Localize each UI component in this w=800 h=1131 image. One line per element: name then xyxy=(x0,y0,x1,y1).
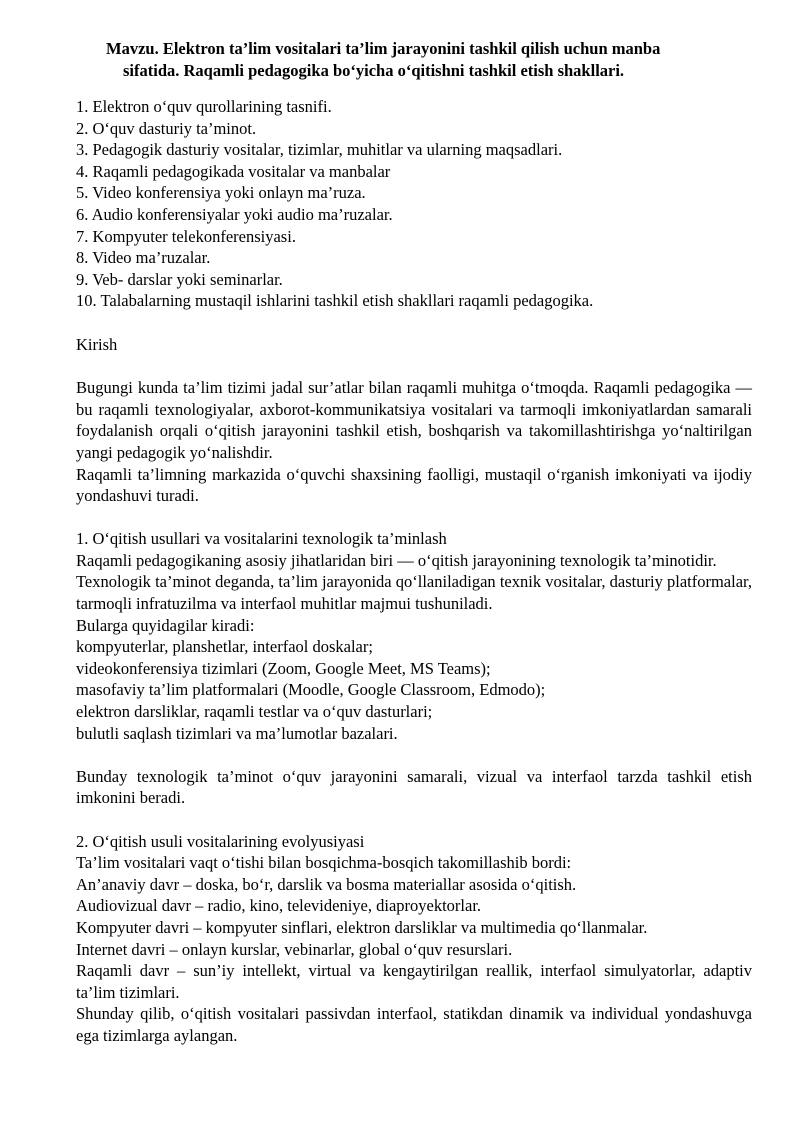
spacer xyxy=(76,744,752,766)
spacer xyxy=(76,809,752,831)
intro-heading: Kirish xyxy=(76,334,118,354)
section-1-list-item: masofaviy ta’lim platformalari (Moodle, Google Classroom, Edmodo); xyxy=(76,680,546,700)
section-1-list-item: kompyuterlar, planshetlar, interfaol doskalar; xyxy=(76,637,373,657)
title-line-1: Mavzu. Elektron ta’lim vositalari ta’lim jarayonini tashkil qilish uchun manba xyxy=(106,39,661,58)
section-1-heading: 1. O‘qitish usullari va vositalarini texnologik ta’minlash xyxy=(76,529,447,549)
section-1-list-item: elektron darsliklar, raqamli testlar va o‘quv dasturlari; xyxy=(76,702,433,722)
section-2-conclusion: Shunday qilib, o‘qitish vositalari passivdan interfaol, statikdan dinamik va individual yondashuvga ega tizimlarga aylangan. xyxy=(76,1004,752,1045)
section-1-paragraph: Texnologik ta’minot deganda, ta’lim jarayonida qo‘llaniladigan texnik vositalar, dasturiy platformalar, tarmoqli infratuzilma va interfaol muhitlar majmui tushuniladi. xyxy=(76,572,752,614)
section-1-paragraph: Bularga quyidagilar kiradi: xyxy=(76,615,255,635)
section-1-paragraph: Raqamli pedagogikaning asosiy jihatlaridan biri — o‘qitish jarayonining texnologik ta’minotidir. xyxy=(76,550,717,570)
section-1-list-item: bulutli saqlash tizimlari va ma’lumotlar bazalari. xyxy=(76,723,398,743)
document-title xyxy=(76,38,752,82)
section-2-intro: Ta’lim vositalari vaqt o‘tishi bilan bosqichma-bosqich takomillashib bordi: xyxy=(76,853,572,873)
section-2-list-item: An’anaviy davr – doska, bo‘r, darslik va bosma materiallar asosida o‘qitish. xyxy=(76,874,577,894)
intro-paragraph: Bugungi kunda ta’lim tizimi jadal sur’atlar bilan raqamli muhitga o‘tmoqda. Raqamli pedagogika — bu raqamli texnologiyalar, axborot-kommunikatsiya vositalari va tarmoqli imkoniyatlardan samarali foydalanish orqali o‘qitish jarayonini tashkil etish, boshqarish va takomillashtirishga yo‘naltirilgan yangi pedagogik yo‘nalishdir. xyxy=(76,378,752,462)
section-2-heading: 2. O‘qitish usuli vositalarining evolyusiyasi xyxy=(76,831,365,851)
section-2-list-item: Raqamli davr – sun’iy intellekt, virtual va kengaytirilgan reallik, interfaol simulyatorlar, adaptiv ta’lim tizimlari. xyxy=(76,961,752,1002)
section-2-list-item: Kompyuter davri – kompyuter sinflari, elektron darsliklar va multimedia qo‘llanmalar. xyxy=(76,917,648,937)
toc-item: 10. Talabalarning mustaqil ishlarini tashkil etish shakllari raqamli pedagogika. xyxy=(76,291,594,311)
table-of-contents xyxy=(76,96,752,312)
toc-item: 4. Raqamli pedagogikada vositalar va manbalar xyxy=(76,161,391,181)
toc-item: 3. Pedagogik dasturiy vositalar, tizimlar, muhitlar va ularning maqsadlari. xyxy=(76,140,563,160)
spacer xyxy=(76,507,752,529)
toc-item: 2. O‘quv dasturiy ta’minot. xyxy=(76,118,257,138)
section-2-list-item: Audiovizual davr – radio, kino, televideniye, diaproyektorlar. xyxy=(76,896,482,916)
toc-item: 1. Elektron o‘quv qurollarining tasnifi. xyxy=(76,97,332,116)
intro-paragraph: Raqamli ta’limning markazida o‘quvchi shaxsining faolligi, mustaqil o‘rganish imkoniyati va ijodiy yondashuvi turadi. xyxy=(76,464,752,506)
toc-item: 8. Video ma’ruzalar. xyxy=(76,248,211,268)
section-2-list-item: Internet davri – onlayn kurslar, vebinarlar, global o‘quv resurslari. xyxy=(76,939,513,959)
toc-item: 5. Video konferensiya yoki onlayn ma’ruza. xyxy=(76,183,366,203)
section-1-conclusion: Bunday texnologik ta’minot o‘quv jarayonini samarali, vizual va interfaol tarzda tashkil etish imkonini beradi. xyxy=(76,766,752,808)
toc-item: 6. Audio konferensiyalar yoki audio ma’ruzalar. xyxy=(76,204,393,224)
spacer xyxy=(76,356,752,378)
toc-item: 7. Kompyuter telekonferensiyasi. xyxy=(76,226,296,246)
toc-item: 9. Veb- darslar yoki seminarlar. xyxy=(76,269,283,289)
section-1-list-item: videokonferensiya tizimlari (Zoom, Google Meet, MS Teams); xyxy=(76,658,491,678)
title-line-2: sifatida. Raqamli pedagogika bo‘yicha o‘qitishni tashkil etish shakllari. xyxy=(123,61,625,80)
